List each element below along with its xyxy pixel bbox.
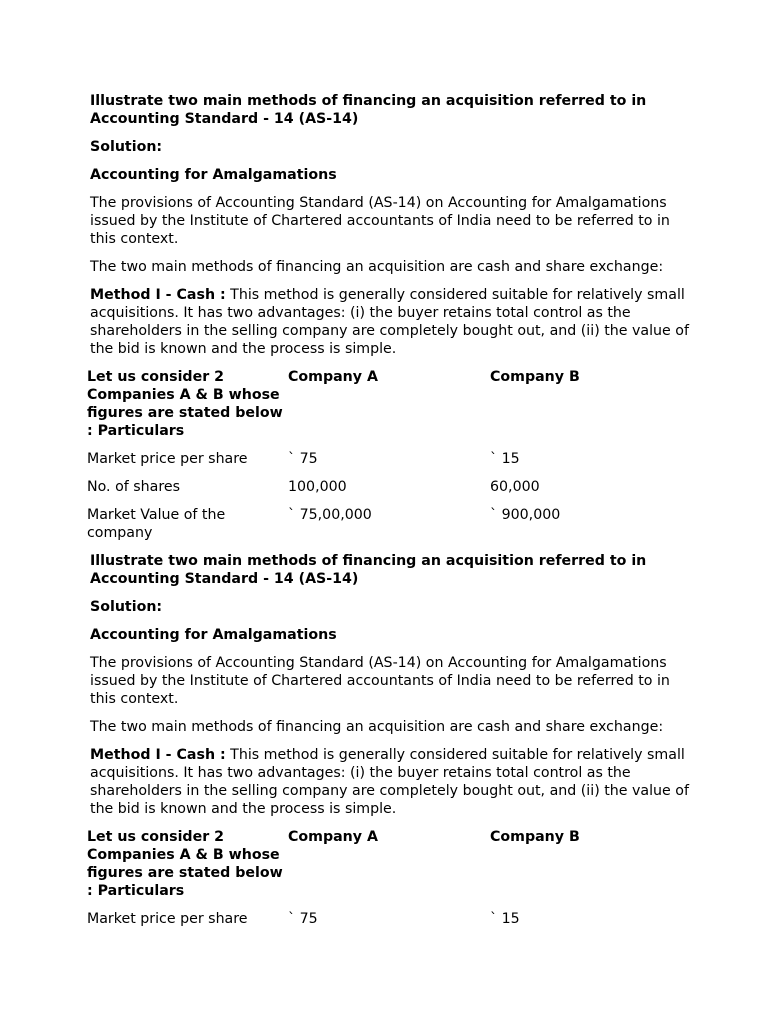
table-header-cell: Company A	[288, 829, 378, 845]
method-paragraph	[90, 746, 690, 818]
solution-label: Solution:	[90, 599, 163, 615]
methods-paragraph: The two main methods of financing an acquisition are cash and share exchange:	[90, 719, 664, 735]
method-label: Method I - Cash :	[90, 747, 226, 763]
table-row	[87, 506, 687, 542]
table-row	[87, 910, 687, 928]
table-cell: Market price per share	[87, 451, 248, 467]
figures-table	[87, 828, 687, 928]
method-text: This method is generally considered suitable for relatively small acquisitions. It has two advantages: (i) the buyer retains total control as the shareholders in the selling company are completely bought out, and (ii) the value of the bid is known and the process is simple.	[90, 747, 689, 817]
document-section-1	[0, 92, 768, 552]
table-row	[87, 478, 687, 496]
intro-paragraph: The provisions of Accounting Standard (AS-14) on Accounting for Amalgamations issued by the Institute of Chartered accountants of India need to be referred to in this context.	[90, 655, 670, 707]
section-heading: Accounting for Amalgamations	[90, 627, 337, 643]
table-header-cell: Company B	[490, 829, 580, 845]
table-cell: ` 75	[288, 911, 318, 927]
table-cell: 60,000	[490, 479, 540, 495]
table-header-row	[87, 368, 687, 440]
table-cell: 100,000	[288, 479, 347, 495]
table-cell: ` 15	[490, 451, 520, 467]
table-cell: No. of shares	[87, 479, 180, 495]
table-header-cell: Let us consider 2 Companies A & B whose figures are stated below : Particulars	[87, 369, 283, 439]
table-row	[87, 450, 687, 468]
solution-label: Solution:	[90, 139, 163, 155]
table-cell: Market Value of the company	[87, 507, 226, 541]
section-heading: Accounting for Amalgamations	[90, 167, 337, 183]
table-cell: Market price per share	[87, 911, 248, 927]
document-section-2	[0, 552, 768, 938]
method-paragraph	[90, 286, 690, 358]
methods-paragraph: The two main methods of financing an acquisition are cash and share exchange:	[90, 259, 664, 275]
table-header-cell: Company B	[490, 369, 580, 385]
table-header-row	[87, 828, 687, 900]
question-title: Illustrate two main methods of financing an acquisition referred to in Accounting Standard - 14 (AS-14)	[90, 553, 647, 587]
table-header-cell: Company A	[288, 369, 378, 385]
table-cell: ` 75,00,000	[288, 507, 372, 523]
figures-table	[87, 368, 687, 542]
intro-paragraph: The provisions of Accounting Standard (AS-14) on Accounting for Amalgamations issued by the Institute of Chartered accountants of India need to be referred to in this context.	[90, 195, 670, 247]
question-title: Illustrate two main methods of financing an acquisition referred to in Accounting Standard - 14 (AS-14)	[90, 93, 647, 127]
method-text: This method is generally considered suitable for relatively small acquisitions. It has two advantages: (i) the buyer retains total control as the shareholders in the selling company are completely bought out, and (ii) the value of the bid is known and the process is simple.	[90, 287, 689, 357]
table-cell: ` 15	[490, 911, 520, 927]
table-cell: ` 900,000	[490, 507, 561, 523]
method-label: Method I - Cash :	[90, 287, 226, 303]
table-cell: ` 75	[288, 451, 318, 467]
table-header-cell: Let us consider 2 Companies A & B whose figures are stated below : Particulars	[87, 829, 283, 899]
